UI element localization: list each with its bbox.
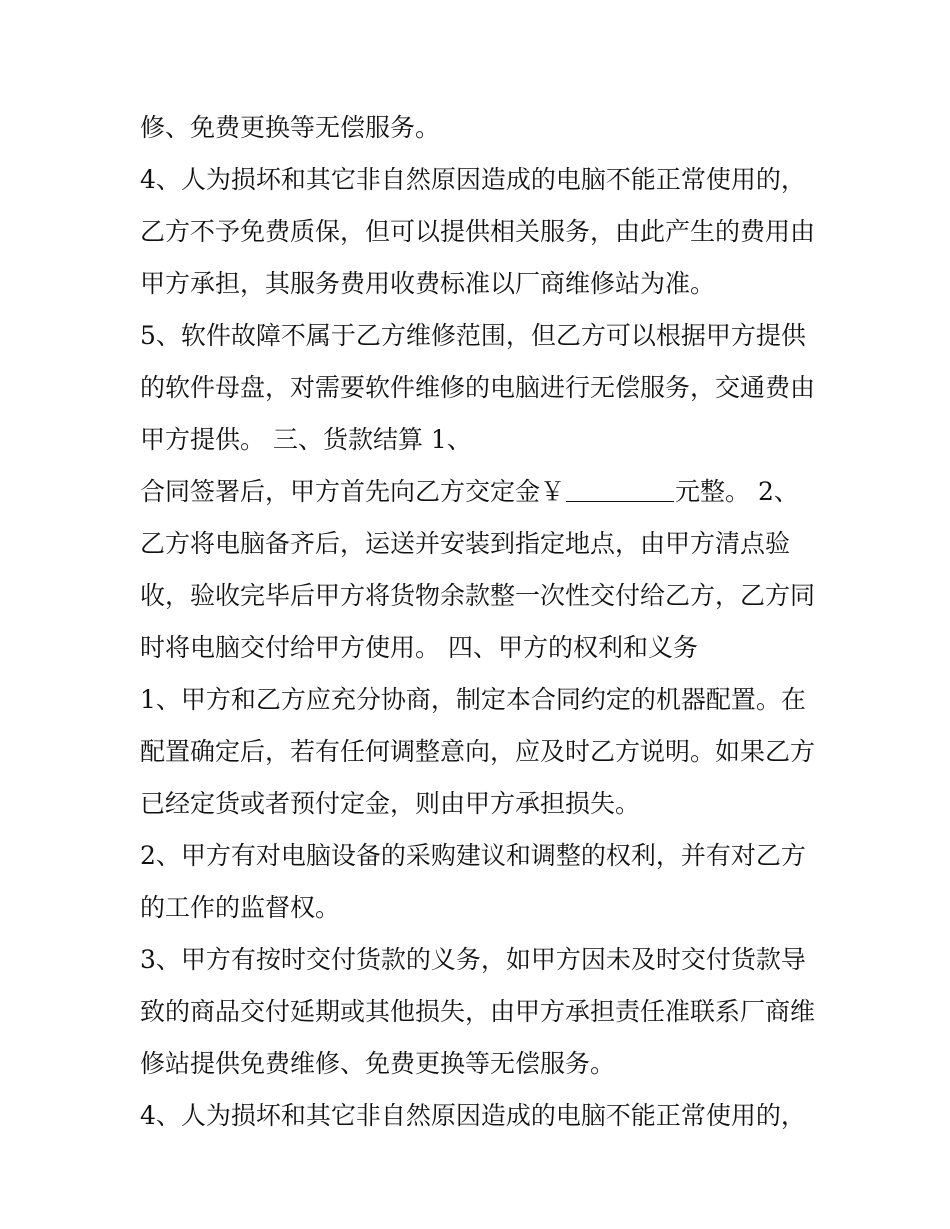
text-line: 时将电脑交付给甲方使用。 四、甲方的权利和义务 [140, 633, 698, 662]
text-line: 配置确定后，若有任何调整意向，应及时乙方说明。如果乙方 [140, 737, 816, 766]
text-line: 已经定货或者预付定金，则由甲方承担损失。 [140, 789, 641, 818]
text-line: 乙方不予免费质保，但可以提供相关服务，由此产生的费用由 [140, 217, 816, 246]
text-line: 1、甲方和乙方应充分协商，制定本合同约定的机器配置。在 [140, 685, 806, 714]
text-line: 甲方提供。 三、货款结算 1、 [140, 425, 472, 454]
text-line: 5、软件故障不属于乙方维修范围，但乙方可以根据甲方提供 [140, 321, 806, 350]
text-line: 3、甲方有按时交付货款的义务，如甲方因未及时交付货款导 [140, 945, 806, 974]
deposit-text-after: 元整。 2、 [675, 477, 799, 506]
text-line: 4、人为损坏和其它非自然原因造成的电脑不能正常使用的， [140, 1101, 806, 1130]
text-line: 甲方承担，其服务费用收费标准以厂商维修站为准。 [140, 269, 716, 298]
text-line: 的软件母盘，对需要软件维修的电脑进行无偿服务，交通费由 [140, 373, 816, 402]
deposit-amount-blank [566, 479, 674, 502]
text-line: 4、人为损坏和其它非自然原因造成的电脑不能正常使用的， [140, 165, 806, 194]
text-line: 致的商品交付延期或其他损失，由甲方承担责任准联系厂商维 [140, 997, 816, 1026]
document-body [140, 102, 820, 1142]
text-line: 2、甲方有对电脑设备的采购建议和调整的权利，并有对乙方 [140, 841, 806, 870]
deposit-text-before: 合同签署后，甲方首先向乙方交定金￥ [140, 477, 566, 506]
text-line: 修、免费更换等无偿服务。 [140, 113, 441, 142]
text-line: 收，验收完毕后甲方将货物余款整一次性交付给乙方，乙方同 [140, 581, 816, 610]
text-line: 乙方将电脑备齐后，运送并安装到指定地点，由甲方清点验 [140, 529, 791, 558]
deposit-line [140, 466, 820, 518]
text-line: 的工作的监督权。 [140, 893, 341, 922]
text-line: 修站提供免费维修、免费更换等无偿服务。 [140, 1049, 616, 1078]
